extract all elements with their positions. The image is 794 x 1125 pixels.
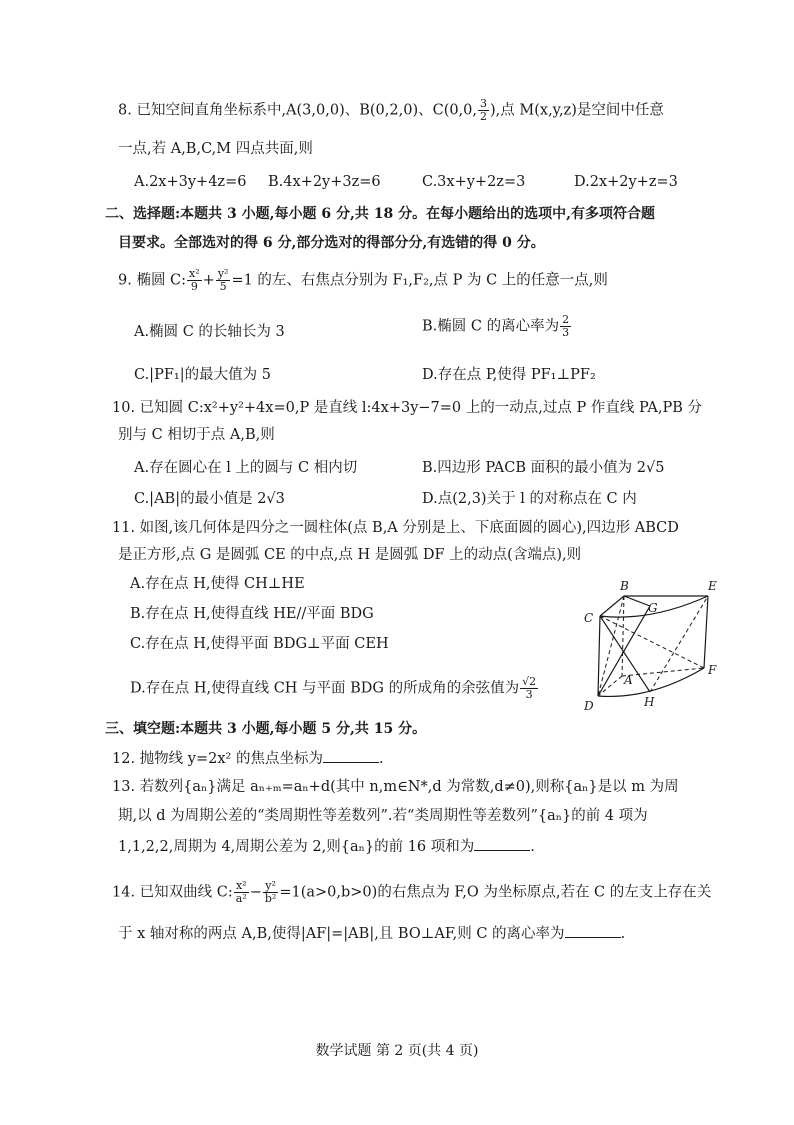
q10-option-b: B.四边形 PACB 面积的最小值为 2√5 bbox=[422, 460, 665, 476]
q13-answer-blank[interactable] bbox=[474, 836, 530, 851]
q14-fraction-y: $\frac{\text{y²}}{\text{b²}}$ bbox=[264, 879, 277, 905]
q11-d-fraction: $\frac{√2}{3}$ bbox=[522, 675, 537, 701]
q8-option-d: D.2x+2y+z=3 bbox=[574, 174, 678, 190]
q8-option-b: B.4x+2y+3z=6 bbox=[268, 174, 381, 190]
q10-option-c: C.|AB|的最小值是 2√3 bbox=[134, 491, 285, 507]
q10-option-a: A.存在圆心在 l 上的圆与 C 相内切 bbox=[134, 460, 358, 476]
q13-line3: 1,1,2,2,周期为 4,周期公差为 2,则{aₙ}的前 16 项和为 . bbox=[118, 836, 535, 857]
q8-option-a: A.2x+3y+4z=6 bbox=[134, 174, 247, 190]
q9-b-fraction: $\frac{2}{3}$ bbox=[562, 313, 570, 339]
section2-line1: 二、选择题:本题共 3 小题,每小题 6 分,共 18 分。在每小题给出的选项中,有多项符合题 bbox=[105, 206, 655, 222]
q9-fraction-x: $\frac{\text{x²}}{9}$ bbox=[189, 267, 200, 293]
q11-option-b: B.存在点 H,使得直线 HE//平面 BDG bbox=[130, 606, 374, 622]
label-e: E bbox=[708, 579, 717, 593]
edge-ba bbox=[622, 596, 624, 676]
q8-line1-a: 8. 已知空间直角坐标系中,A(3,0,0)、B(0,2,0)、C(0,0, bbox=[118, 102, 478, 119]
q8-line2: 一点,若 A,B,C,M 四点共面,则 bbox=[118, 141, 313, 157]
edge-ad bbox=[598, 676, 622, 696]
q9-stem: 9. 椭圆 C: $\frac{\text{x²}}{9}$ + $\frac{\text{y²}}{5}$ =1 的左、右焦点分别为 F₁,F₂,点 P 为 C 上的任意一点,则 bbox=[118, 267, 608, 293]
q8-line1 bbox=[118, 98, 664, 123]
label-a: A bbox=[624, 673, 633, 687]
label-b: B bbox=[620, 579, 629, 593]
q14-fraction-x: $\frac{\text{x²}}{\text{a²}}$ bbox=[235, 879, 247, 905]
label-h: H bbox=[644, 695, 655, 709]
label-d: D bbox=[584, 699, 594, 713]
q13-line1: 13. 若数列{aₙ}满足 aₙ₊ₘ=aₙ+d(其中 n,m∈N*,d 为常数,d≠0),则称{aₙ}是以 m 为周 bbox=[112, 779, 679, 795]
q11-option-d: D.存在点 H,使得直线 CH 与平面 BDG 的所成角的余弦值为 $\frac{√2}{3}$ bbox=[130, 675, 537, 701]
edge-bc bbox=[600, 596, 624, 616]
q11-line1: 11. 如图,该几何体是四分之一圆柱体(点 B,A 分别是上、下底面圆的圆心),四边形 ABCD bbox=[112, 520, 679, 536]
label-c: C bbox=[584, 611, 594, 625]
q11-line2: 是正方形,点 G 是圆弧 CE 的中点,点 H 是圆弧 DF 上的动点(含端点),则 bbox=[118, 547, 582, 563]
q14-answer-blank[interactable] bbox=[565, 923, 621, 938]
edge-cf bbox=[600, 616, 704, 668]
q14-stem: 14. 已知双曲线 C: $\frac{\text{x²}}{\text{a²}}$ − $\frac{\text{y²}}{\text{b²}}$ =1(a>0,b>0)的右焦点为 F,O 为坐标原点,若在 C 的左支上存在关 bbox=[112, 879, 712, 905]
q11-figure bbox=[580, 576, 730, 716]
section3-line1: 三、填空题:本题共 3 小题,每小题 5 分,共 15 分。 bbox=[105, 721, 427, 737]
q11-option-a: A.存在点 H,使得 CH⊥HE bbox=[130, 576, 305, 592]
q9-option-c: C.|PF₁|的最大值为 5 bbox=[134, 367, 271, 383]
q10-line2: 别与 C 相切于点 A,B,则 bbox=[118, 427, 275, 443]
label-g: G bbox=[648, 601, 658, 615]
q13-line2: 期,以 d 为周期公差的“类周期性等差数列”.若“类周期性等差数列”{aₙ}的前 4 项为 bbox=[118, 808, 648, 824]
q11-option-c: C.存在点 H,使得平面 BDG⊥平面 CEH bbox=[130, 636, 389, 652]
q9-option-b: B.椭圆 C 的离心率为 $\frac{2}{3}$ bbox=[422, 313, 570, 339]
edge-he bbox=[650, 596, 708, 692]
q14-line2: 于 x 轴对称的两点 A,B,使得|AF|=|AB|,且 BO⊥AF,则 C 的离心率为 . bbox=[118, 923, 625, 944]
q8-fraction: $\frac{3}{2}$ bbox=[480, 97, 488, 123]
edge-bg bbox=[624, 596, 650, 606]
q12-answer-blank[interactable] bbox=[323, 748, 379, 763]
label-f: F bbox=[708, 663, 717, 677]
q12-line: 12. 抛物线 y=2x² 的焦点坐标为 . bbox=[112, 748, 384, 769]
q8-option-c: C.3x+y+2z=3 bbox=[422, 174, 526, 190]
q9-fraction-y: $\frac{\text{y²}}{5}$ bbox=[217, 267, 229, 293]
q9-option-d: D.存在点 P,使得 PF₁⊥PF₂ bbox=[422, 367, 596, 383]
q9-option-a: A.椭圆 C 的长轴长为 3 bbox=[134, 324, 285, 340]
edge-ef bbox=[704, 596, 708, 668]
q8-line1-b: ),点 M(x,y,z)是空间中任意 bbox=[490, 102, 664, 119]
q10-line1: 10. 已知圆 C:x²+y²+4x=0,P 是直线 l:4x+3y−7=0 上的一动点,过点 P 作直线 PA,PB 分 bbox=[112, 400, 702, 416]
edge-cd bbox=[598, 616, 600, 696]
page-footer: 数学试题 第 2 页(共 4 页) bbox=[315, 1043, 479, 1059]
section2-line2: 目要求。全部选对的得 6 分,部分选对的得部分分,有选错的得 0 分。 bbox=[118, 235, 545, 251]
q10-option-d: D.点(2,3)关于 l 的对称点在 C 内 bbox=[422, 491, 637, 507]
